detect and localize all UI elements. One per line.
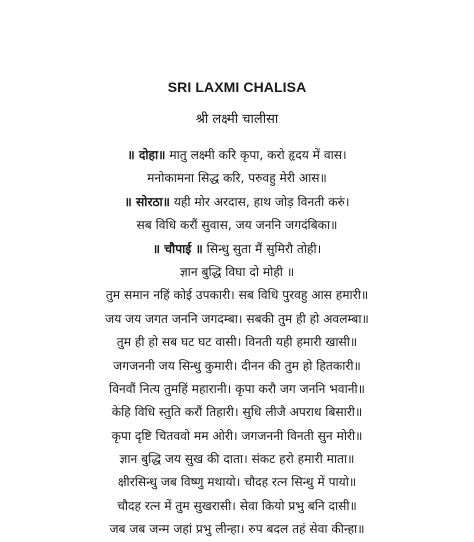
verse-text: तुम समान नहिं कोई उपकारी। सब विधि पुरवहु आस हमारी॥ — [105, 288, 369, 303]
verse-text: तुम ही हो सब घट घट वासी। विनती यही हमारी खासी॥ — [116, 335, 358, 350]
document-title: SRI LAXMI CHALISA — [167, 79, 307, 95]
verse-text: सब विधि करौं सुवास, जय जननि जगदंबिका॥ — [136, 218, 338, 233]
document-subtitle: श्री लक्ष्मी चालीसा — [195, 112, 279, 127]
verse-line — [0, 191, 474, 214]
verse-text: विनवौं नित्य तुमहिं महारानी। कृपा करौ जग जननि भवानी॥ — [109, 381, 365, 396]
verse-text: क्षीरसिन्धु जब विष्णु मथायो। चौदह रत्न सिन्धु में पायो॥ — [117, 475, 357, 490]
verse-line — [0, 518, 474, 541]
verse-text: जब जब जन्म जहां प्रभु लीन्हा। रुप बदल तहं सेवा कीन्हा॥ — [109, 522, 365, 537]
verse-line — [0, 448, 474, 471]
verse-text: मनोकामना सिद्ध करि, परुवहु मेरी आस॥ — [147, 171, 327, 186]
verse-text: जगजननी जय सिन्धु कुमारी। दीनन की तुम हो हितकारी॥ — [113, 358, 361, 373]
verse-line — [0, 214, 474, 237]
verse-text: केहि विधि स्तुति करौं तिहारी। सुधि लीजै अपराध बिसारी॥ — [111, 405, 363, 420]
verse-line — [0, 144, 474, 167]
verse-line — [0, 261, 474, 284]
verse-section-label: ॥ दोहा॥ — [127, 148, 166, 162]
verse-line — [0, 284, 474, 307]
verse-line — [0, 425, 474, 448]
verse-section-label: ॥ सोरठा॥ — [124, 194, 170, 209]
verse-text: जय जय जगत जननि जगदम्बा। सबकी तुम ही हो अवलम्बा॥ — [105, 311, 369, 326]
verse-text: चौदह रत्न में तुम सुखरासी। सेवा कियो प्रभु बनि दासी॥ — [117, 498, 357, 513]
verse-line — [0, 401, 474, 424]
verse-text: सिन्धु सुता मैं सुमिरौ तोही। — [202, 241, 322, 256]
chalisa-verses — [0, 144, 474, 542]
verse-text: कृपा दृष्टि चितववो मम ओरी। जगजननी विनती सुन मोरी॥ — [111, 428, 363, 443]
verse-text: मातु लक्ष्मी करि कृपा, करो हृदय में वास। — [165, 148, 347, 162]
verse-line — [0, 238, 474, 261]
verse-line — [0, 308, 474, 331]
verse-line — [0, 471, 474, 494]
verse-section-label: ॥ चौपाई ॥ — [152, 241, 203, 256]
verse-line — [0, 495, 474, 518]
verse-text: ज्ञान बुद्धि जय सुख की दाता। संकट हरो हमारी माता॥ — [119, 452, 355, 467]
verse-line — [0, 378, 474, 401]
verse-line — [0, 355, 474, 378]
verse-line — [0, 331, 474, 354]
verse-line — [0, 167, 474, 190]
verse-text: ज्ञान बुद्धि विघा दो मोही ॥ — [179, 264, 295, 279]
verse-text: यही मोर अरदास, हाथ जोड़ विनती करुं। — [169, 194, 350, 209]
